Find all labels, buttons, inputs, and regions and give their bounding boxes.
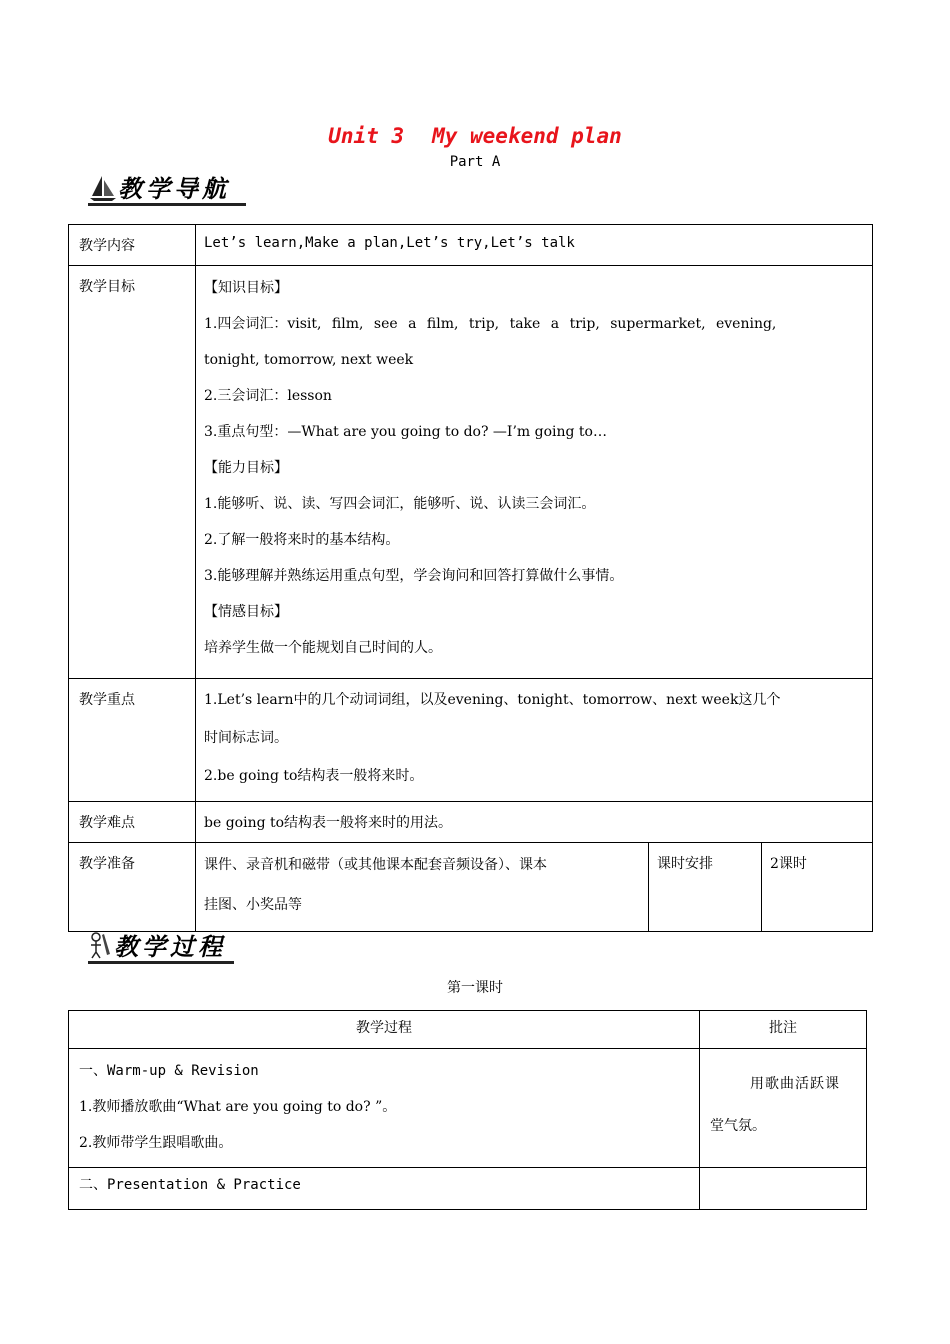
sec1-note-b: 堂气氛。 bbox=[710, 1118, 766, 1134]
sailboat-icon bbox=[88, 174, 118, 202]
goal-knowledge-3: 3.重点句型：—What are you going to do? —I’m going to… bbox=[204, 424, 607, 440]
sec1-item2: 2.教师带学生跟唱歌曲。 bbox=[79, 1135, 233, 1151]
process-table bbox=[68, 1010, 867, 1210]
sec1-content bbox=[69, 1049, 700, 1168]
cell-time-head: 课时安排 bbox=[649, 843, 762, 932]
table-row bbox=[69, 1168, 867, 1210]
cell-key-head: 教学重点 bbox=[69, 679, 196, 802]
sec1-title: 一、Warm-up & Revision bbox=[79, 1063, 259, 1079]
sec1-item1: 1.教师播放歌曲“What are you going to do? ”。 bbox=[79, 1099, 397, 1115]
sec1-note bbox=[700, 1049, 867, 1168]
prep-value-a: 课件、录音机和磁带（或其他课本配套音频设备）、课本 bbox=[204, 857, 547, 873]
goal-knowledge-1b: tonight, tomorrow, next week bbox=[204, 352, 414, 368]
table-row bbox=[69, 802, 873, 843]
col-note-head: 批注 bbox=[700, 1011, 867, 1049]
banner-guide bbox=[88, 172, 246, 202]
cell-prep-value bbox=[196, 843, 649, 932]
banner-process bbox=[88, 928, 234, 960]
cell-prep-head: 教学准备 bbox=[69, 843, 196, 932]
goal-ability-3: 3.能够理解并熟练运用重点句型，学会询问和回答打算做什么事情。 bbox=[204, 568, 624, 584]
col-process-head: 教学过程 bbox=[69, 1011, 700, 1049]
goal-emotion-1: 培养学生做一个能规划自己时间的人。 bbox=[204, 640, 442, 656]
goal-ability-1: 1.能够听、说、读、写四会词汇，能够听、说、认读三会词汇。 bbox=[204, 496, 596, 512]
table-row bbox=[69, 843, 873, 932]
document-title bbox=[0, 124, 950, 148]
table-row bbox=[69, 1049, 867, 1168]
title-unit: Unit 3 bbox=[328, 124, 405, 148]
cell-difficult-head: 教学难点 bbox=[69, 802, 196, 843]
lesson-title: 第一课时 bbox=[447, 980, 503, 996]
table-row bbox=[69, 225, 873, 266]
banner-process-label: 教学过程 bbox=[114, 933, 226, 961]
table-row bbox=[69, 679, 873, 802]
key-1b: 时间标志词。 bbox=[204, 730, 288, 746]
sec1-note-a: 用歌曲活跃课 bbox=[750, 1076, 840, 1092]
table-row bbox=[69, 1011, 867, 1049]
sec2-content bbox=[69, 1168, 700, 1210]
cell-content-value bbox=[196, 225, 873, 266]
content-value-text: Let’s learn,Make a plan,Let’s try,Let’s talk bbox=[204, 235, 575, 251]
document-subtitle: Part A bbox=[449, 154, 501, 170]
prep-value-b: 挂图、小奖品等 bbox=[204, 897, 302, 913]
cell-key-value bbox=[196, 679, 873, 802]
cell-content-head: 教学内容 bbox=[69, 225, 196, 266]
goal-emotion-title: 【情感目标】 bbox=[204, 604, 288, 620]
goal-knowledge-title: 【知识目标】 bbox=[204, 280, 288, 296]
key-1a: 1.Let’s learn中的几个动词词组，以及evening、tonight、tomorrow、next week这几个 bbox=[204, 692, 781, 708]
banner-underline bbox=[88, 203, 246, 206]
title-name: My weekend plan bbox=[432, 124, 622, 148]
goal-knowledge-2: 2.三会词汇：lesson bbox=[204, 388, 332, 404]
table-row bbox=[69, 266, 873, 679]
banner-guide-label: 教学导航 bbox=[118, 175, 230, 203]
cell-time-value: 2课时 bbox=[762, 843, 873, 932]
teaching-info-table bbox=[68, 224, 873, 932]
cell-goal-head: 教学目标 bbox=[69, 266, 196, 679]
goal-ability-title: 【能力目标】 bbox=[204, 460, 288, 476]
sec2-title: 二、Presentation & Practice bbox=[79, 1177, 301, 1193]
key-2: 2.be going to结构表一般将来时。 bbox=[204, 768, 424, 784]
cell-difficult-value: be going to结构表一般将来时的用法。 bbox=[196, 802, 873, 843]
pencil-person-icon bbox=[88, 930, 114, 960]
goal-knowledge-1a: 1.四会词汇：visit, film, see a film, trip, take a trip, supermarket, evening, bbox=[204, 316, 777, 332]
goal-ability-2: 2.了解一般将来时的基本结构。 bbox=[204, 532, 400, 548]
cell-goal-value bbox=[196, 266, 873, 679]
banner-underline bbox=[88, 961, 234, 964]
sec2-note bbox=[700, 1168, 867, 1210]
